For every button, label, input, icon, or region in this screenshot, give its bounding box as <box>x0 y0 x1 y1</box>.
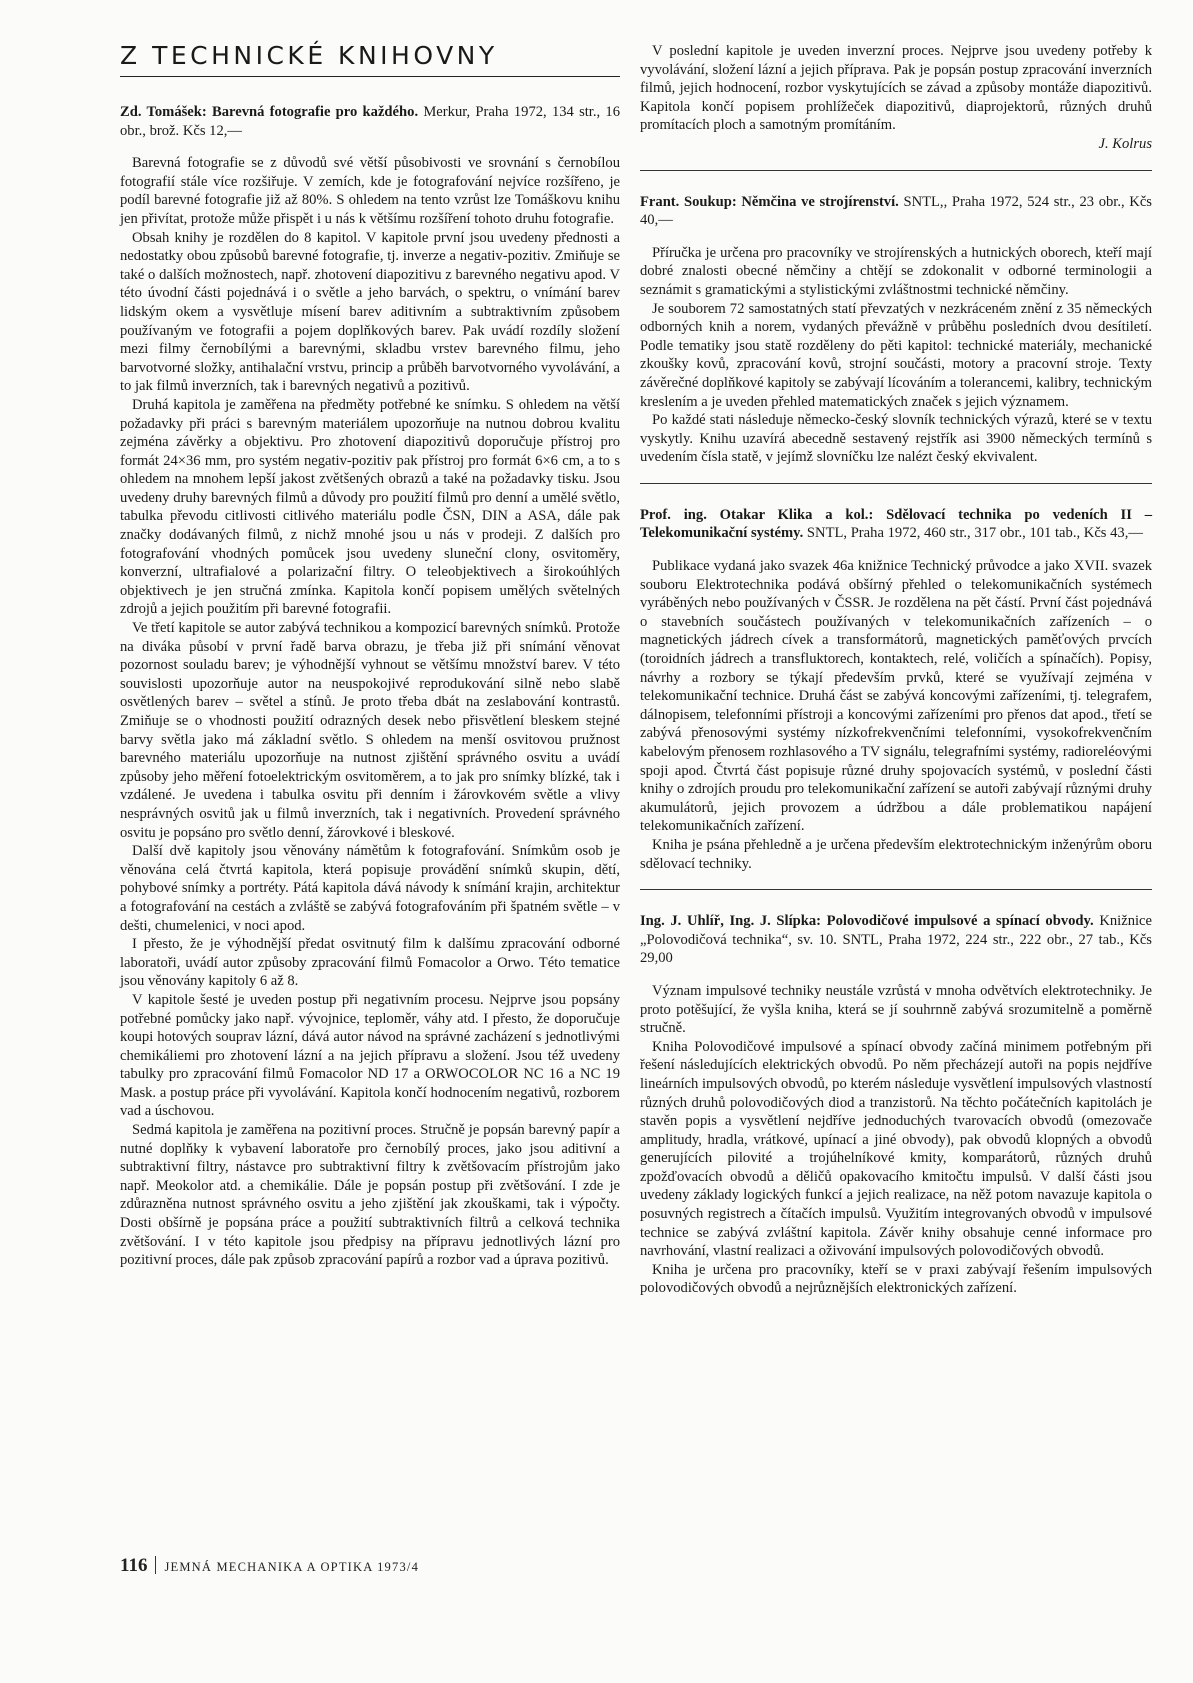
review-paragraph: V kapitole šesté je uveden postup při negativním procesu. Nejprve jsou popsány potřebné pomůcky jako např. vývojnice, teploměr, váhy atd. I přesto, že doporučuje koupi hotových souprav lázní, dává autor návod na správné zacházení s jednotlivými chemikáliemi pro zhotovení lázní a na jejich přípravu a složení. Jsou též uvedeny tabulky pro zpracování filmů Fomacolor ND 17 a ORWOCOLOR NC 16 a NC 19 Mask. a postup práce při vyvolávání. Kapitola končí hodnocením negativů, rozborem vad a úschovou. <box>120 991 620 1120</box>
review-separator <box>640 170 1152 171</box>
review-paragraph: Sedmá kapitola je zaměřena na pozitivní proces. Stručně je popsán barevný papír a nutné doplňky k vybavení laboratoře pro černobílý proces, jako jsou aditivní a subtraktivní filtry, nástavce pro subtraktivní filtry k zvětšovacím přístrojům jako např. Meokolor atd. a chemikálie. Dále je popsán postup při zvětšování. I zde je zdůrazněna nutnost správného osvitu a jeho zjištění jak zkouškami, tak i výpočty. Dosti obšírně je popsána práce a použití subtraktivních filtrů a celková technika zvětšování. I v této kapitole jsou předpisy na přípravu jednotlivých lázní pro pozitivní proces, dále pak způsob zpracování papírů a rozbor vad a úprava pozitivů. <box>120 1122 620 1269</box>
review-paragraph: Kniha je psána přehledně a je určena především elektrotechnickým inženýrům oboru sdělovací techniky. <box>640 836 1152 872</box>
journal-title: JEMNÁ MECHANIKA A OPTIKA 1973/4 <box>164 1560 420 1574</box>
citation-author: Prof. ing. Otakar Klika a kol.: Sdělovací technika po vedeních II – Telekomunikační systémy. <box>640 506 1152 542</box>
review-separator <box>640 889 1152 890</box>
review-soukup <box>640 193 1152 467</box>
review-paragraph: Význam impulsové techniky neustále vzrůstá v mnoha odvětvích elektrotechniky. Je proto potěšující, že vyšla kniha, která se jí souhrnně zabývá srozumitelně a poměrně stručně. <box>640 982 1152 1037</box>
review-citation <box>640 912 1152 968</box>
review-paragraph: Je souborem 72 samostatných statí převzatých v nezkráceném znění z 35 německých odborných knih a norem, vydaných převážně v průběhu posledních dvou desítiletí. Podle tematiky jsou statě rozděleny do pěti kapitol: technické materiály, mechanické zkoušky kovů, zpracování kovů, strojní součásti, motory a pracovní stroje. Texty závěrečné doplňkové kapitoly se zabývají lícováním a tolerancemi, kalibry, technickým kreslením a je uveden přehled matematických značek s jejich významem. <box>640 300 1152 410</box>
left-column <box>120 42 620 1270</box>
page-footer <box>120 1555 419 1577</box>
review-paragraph: Barevná fotografie se z důvodů své větší působivosti ve srovnání s černobílou fotografií stále více rozšiřuje. V zemích, kde je fotografování nejvíce rozšířeno, je podíl barevné fotografie již až 80%. S ohledem na tento vzrůst lze Tomáškovu knihu jen přivítat, protože může přispět i u nás k většímu rozšíření tohoto druhu fotografie. <box>120 155 620 227</box>
review-citation <box>120 103 620 140</box>
review-uhlir-slipka <box>640 912 1152 1298</box>
review-paragraph: Po každé stati následuje německo-český slovník technických výrazů, které se v textu vyskytly. Knihu uzavírá abecedně sestavený rejstřík asi 3900 německých termínů s uvedením čísla statě, v jejímž slovníčku lze nalézt český ekvivalent. <box>640 412 1152 466</box>
citation-author: Ing. J. Uhlíř, Ing. J. Slípka: Polovodičové impulsové a spínací obvody. <box>640 913 1094 930</box>
review-paragraph: V poslední kapitole je uveden inverzní proces. Nejprve jsou uvedeny potřeby k vyvolávání, složení lázní a jejich příprava. Pak je popsán postup zpracování inverzních filmů, jejich hodnocení, rozbor vyskytujících se závad a způsoby montáže diapozitivů. Kapitola končí popisem prohlížeček diapozitivů, diaprojektorů, různých druhů promítacích ploch a samotným promítáním. <box>640 43 1152 134</box>
review-citation <box>640 506 1152 543</box>
right-column <box>640 42 1152 1298</box>
review-klika <box>640 506 1152 873</box>
citation-details: Merkur, Praha 1972, 134 str., 16 obr., brož. Kčs 12,— <box>120 104 620 139</box>
section-heading: Z TECHNICKÉ KNIHOVNY <box>120 42 620 77</box>
footer-divider <box>155 1556 156 1574</box>
review-paragraph: Obsah knihy je rozdělen do 8 kapitol. V kapitole první jsou uvedeny přednosti a nedostatky obou způsobů barevné fotografie, tj. inverze a negativ-pozitiv. Zmiňuje se také o dalších možnostech, např. zhotovení diapozitivu z barevného negativu apod. V této úvodní části pojednává i o světle a jeho barvách, o spektru, o vnímání barev lidským okem a vysvětluje mísení barev aditivním a subtraktivním způsobem používaným ve fotografii a pojem doplňkových barev. Pak uvádí rozdíly složení mezi filmy černobílými a barevnými, skladbu vrstev barevného filmu, jeho barvotvorné složky, antihalační vrstvu, princip a průběh barvotvorného vyvolávání, a to jak filmů inverzních, tak i barevných negativů a pozitivů. <box>120 229 620 395</box>
review-paragraph: I přesto, že je výhodnější předat osvitnutý film k dalšímu zpracování odborné laboratoři, uvádí autor způsoby zpracování filmů Fomacolor a Orwo. Této tematice jsou věnovány kapitoly 6 až 8. <box>120 936 620 990</box>
citation-details: SNTL, Praha 1972, 460 str., 317 obr., 101 tab., Kčs 43,— <box>803 525 1143 542</box>
citation-author: Frant. Soukup: Němčina ve strojírenství. <box>640 193 899 210</box>
review-paragraph: Další dvě kapitoly jsou věnovány námětům k fotografování. Snímkům osob je věnována celá čtvrtá kapitola, která popisuje provádění snímků skupin, dětí, pohybové snímky a portréty. Pátá kapitola dává návody k snímání krajin, architektur a fotografování na cestách a zvláště se zabývá fotografováním při špatném světle – v dešti, chumelenici, v noci apod. <box>120 843 620 934</box>
review-signature: J. Kolrus <box>1098 135 1152 152</box>
review-paragraph: Příručka je určena pro pracovníky ve strojírenských a hutnických oborech, kteří mají dobré znalosti obecné němčiny a chtějí se zdokonalit v odborné terminologii a seznámit s gramatickými a stylistickými zvláštnostmi technické němčiny. <box>640 244 1152 298</box>
review-tomasek <box>120 103 620 1270</box>
citation-author: Zd. Tomášek: Barevná fotografie pro každého. <box>120 104 419 120</box>
review-paragraph: Kniha je určena pro pracovníky, kteří se v praxi zabývají řešením impulsových polovodičových obvodů a nejrůznějších elektronických zařízení. <box>640 1261 1152 1297</box>
review-citation <box>640 193 1152 230</box>
review-paragraph: Ve třetí kapitole se autor zabývá technikou a kompozicí barevných snímků. Protože na diváka působí v první řadě barva obrazu, je třeba již při snímání věnovat pozornost souladu barev; je výhodnější vyhnout se většímu množství barev. V této souvislosti upozorňuje autor na neuspokojivé reprodukování silně nebo slabě osvětlených barev – světel a stínů. Je proto třeba dbát na zeslabování kontrastů. Zmiňuje se o vhodnosti použití odrazných desek nebo přisvětlení bleskem stejné barvy světla jako má základní světlo. S ohledem na menší osvitovou pružnost barevného materiálu upozorňuje na nutnost zjištění správného osvitu a uvádí způsoby jeho měření fotoelektrickým osvitoměrem, a to jak pro snímky blízké, tak i vzdálené. Je uvedena i tabulka osvitu při denním i žárovkovém světle a vlivy nesprávných osvitů jak u filmů inverzních, tak i negativních. Provedení správného osvitu je popsáno pro světlo denní, žárovkové i bleskové. <box>120 620 620 841</box>
review-tomasek-continued <box>640 42 1152 154</box>
page-number: 116 <box>120 1555 148 1576</box>
review-paragraph: Druhá kapitola je zaměřena na předměty potřebné ke snímku. S ohledem na větší požadavky při práci s barevným materiálem upozorňuje na nutnou dobrou kvalitu zejména závěrky a objektivu. Pro zhotovení diapozitivů doporučuje přístroj pro formát 24×36 mm, pro systém negativ-pozitiv pak přístroj pro formát 6×6 cm, a to s ohledem na mnohem lepší jakost zvětšených obrazů a také na požadavky tisku. Jsou uvedeny druhy barevných filmů a důvody pro použití filmů pro denní a umělé světlo, tabulka převodu citlivosti citlivého materiálu podle ČSN, DIN a ASA, dále pak značky dodávaných filmů, z nichž mnohé jsou u nás v prodeji. Z dalších pro fotografování vhodných pomůcek jsou uvedeny sluneční clony, osvitoměry, konverzní, ultrafialové a polarizační filtry. O teleobjektivech a širokoúhlých objektivech je jen stručná zmínka. Kapitola končí popisem umělých světelných zdrojů a jejich použitím při barevné fotografii. <box>120 396 620 618</box>
review-paragraph: Publikace vydaná jako svazek 46a knižnice Technický průvodce a jako XVII. svazek souboru Elektrotechnika podává obšírný přehled o telekomunikačních systémech vyráběných nebo používaných v ČSSR. Je rozdělena na pět částí. První část pojednává o stavebních součástech používaných v telekomunikačních zařízeních – o magnetických jádrech cívek a transformátorů, magnetických paměťových prvcích (toroidních jádrech a transfluktorech, kontaktech, relé, voličích a spínačích). Popisy, návrhy a rozbory se týkají především prvků, které se využívají zejména v telekomunikační technice. Druhá část se zabývá koncovými zařízeními, tj. telegrafem, dálnopisem, telefonními přístroji a koncovými zařízeními pro přenos dat apod., třetí se zabývá přenosovými systémy nízkofrekvenčními telefonními, vysokofrekvenčním kabelovým přenosem rozhlasového a TV signálu, telegrafními systémy, radioreléovými spoji apod. Čtvrtá část popisuje různé druhy spojovacích systémů, v poslední části knihy o zdrojích proudu pro telekomunikační zařízení se autoři zabývají různými druhy akumulátorů, jejich provozem a údržbou a dále problematikou napájení telekomunikačních zařízení. <box>640 558 1152 835</box>
citation-details: Knižnice „Polovodičová technika“, sv. 10. SNTL, Praha 1972, 224 str., 222 obr., 27 tab., Kčs 29,00 <box>640 913 1152 967</box>
review-separator <box>640 483 1152 484</box>
citation-details: SNTL,, Praha 1972, 524 str., 23 obr., Kčs 40,— <box>640 193 1152 229</box>
review-paragraph: Kniha Polovodičové impulsové a spínací obvody začíná minimem potřebným při řešení následujících elektrických obvodů. Po něm přecházejí autoři na popis nejdříve lineárních impulsových obvodů, po kterém následuje vysvětlení impulsových vlastností různých druhů polovodičových diod a tranzistorů. Na těchto počátečních kapitolách je stavěn popis a vysvětlení nejdříve jednoduchých tvarovacích obvodů (omezovače amplitudy, hradla, vrátkové, upínací a jiné obvody), pak obvodů klopných a obvodů generujících pilovité a trojúhelníkové kmity, komparátorů, různých druhů zpožďovacích obvodů a děličů opakovacího kmitočtu impulsů. V další části jsou uvedeny základy logických funkcí a jejich realizace, na něž potom navazuje kapitola o posuvných registrech a čítačích impulsů. Využitím integrovaných obvodů v impulsové technice se zabývá zvláštní kapitola. Závěr knihy obsahuje cenné informace pro navrhování, vlastní realizaci a oživování impulsových polovodičových obvodů. <box>640 1038 1152 1260</box>
